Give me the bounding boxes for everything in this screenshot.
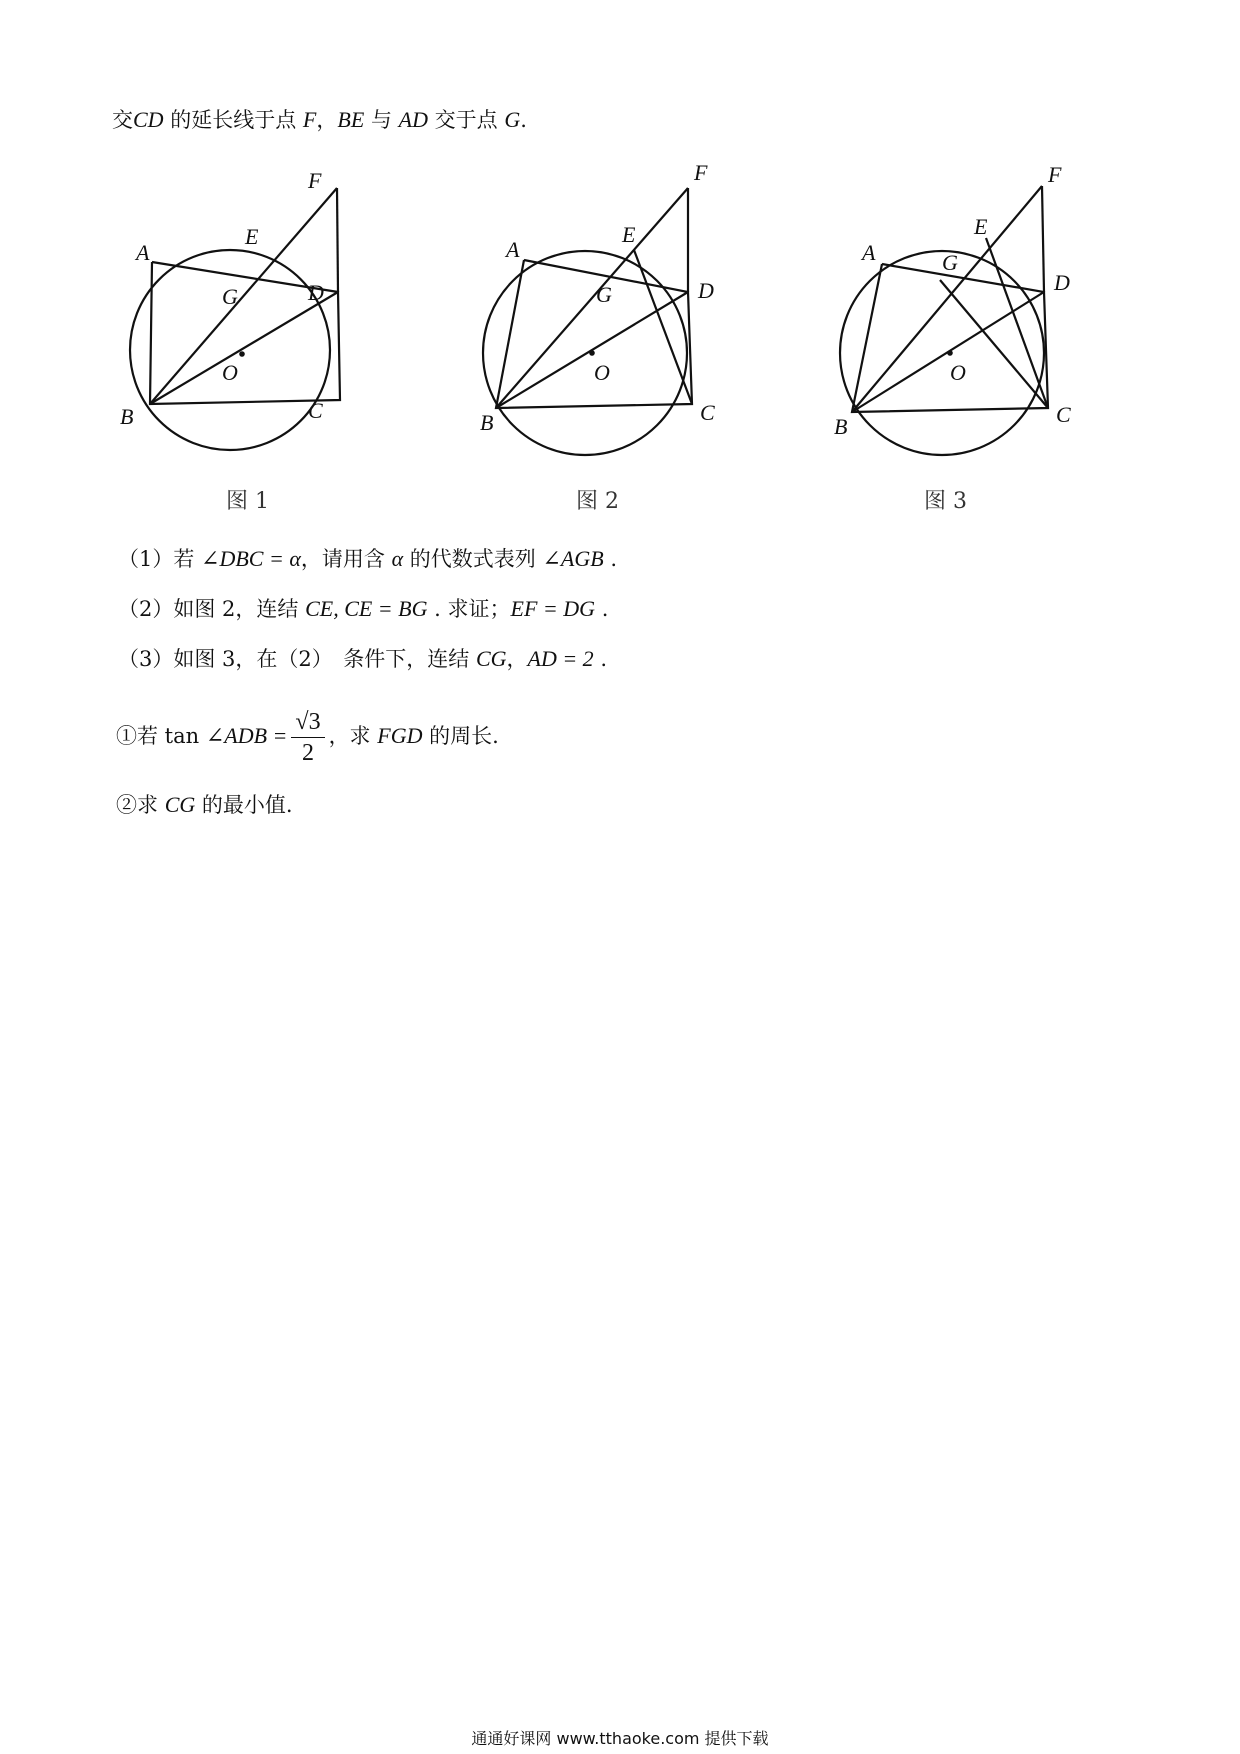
label-f: F	[694, 160, 708, 185]
q2-goal: EF = DG	[510, 596, 596, 621]
q1-end: .	[603, 547, 618, 571]
label-f: F	[1048, 162, 1062, 187]
q3-text-mid: ，	[506, 647, 528, 671]
label-g: G	[942, 250, 958, 275]
segment-bd	[150, 292, 338, 404]
figure-3-diagram	[826, 160, 1086, 480]
q2-text-mid: . 求证；	[427, 597, 511, 621]
label-e: E	[622, 222, 636, 247]
figure-1-diagram	[120, 160, 380, 480]
q3a-numerator: √3	[291, 707, 324, 738]
q2-end: .	[595, 597, 609, 621]
figure-2-diagram	[470, 160, 730, 480]
label-c: C	[700, 400, 715, 425]
q3a-end: 的周长.	[422, 724, 499, 748]
label-o: O	[222, 360, 238, 385]
q3a-triangle: FGD	[377, 723, 423, 748]
segment-bf	[852, 186, 1042, 412]
q3b-math-cg: CG	[164, 792, 196, 817]
label-d: D	[698, 278, 714, 303]
footer-source: 通通好课网 www.tthaoke.com 提供下载	[471, 1729, 769, 1748]
intro-text-6: .	[520, 108, 527, 132]
q3b-prefix: ②求	[116, 793, 165, 817]
label-f: F	[308, 168, 322, 193]
figure-1	[120, 160, 380, 480]
q3a-prefix: ①若 tan	[116, 724, 206, 748]
label-a: A	[506, 237, 520, 262]
question-1	[118, 544, 617, 574]
label-c: C	[1056, 402, 1071, 427]
question-3-part-2	[116, 790, 293, 820]
q3a-text-mid: ，求	[328, 724, 378, 748]
intro-text-2: 的延长线于点	[163, 108, 303, 132]
q1-condition: ∠DBC = α	[201, 546, 301, 571]
intro-text-5: 交于点	[427, 108, 505, 132]
intro-math-f: F	[302, 107, 317, 132]
question-3	[118, 644, 607, 674]
label-o: O	[594, 360, 610, 385]
label-a: A	[136, 240, 150, 265]
figure-3	[826, 160, 1086, 480]
q3a-fraction	[291, 707, 324, 768]
intro-math-cd: CD	[133, 107, 164, 132]
intro-math-g: G	[504, 107, 521, 132]
label-e: E	[245, 224, 259, 249]
intro-text-3: ，	[316, 108, 338, 132]
q3a-angle: ∠ADB =	[205, 723, 288, 748]
q2-number: （2）如图 2，连结	[118, 597, 306, 621]
center-point	[947, 350, 953, 356]
label-d: D	[1054, 270, 1070, 295]
q1-text-mid: ，请用含	[300, 547, 392, 571]
label-o: O	[950, 360, 966, 385]
figure-2-caption: 图 2	[576, 489, 619, 514]
intro-line	[112, 105, 527, 135]
intro-math-ad: AD	[398, 107, 428, 132]
q3-math-ad: AD = 2	[527, 646, 594, 671]
label-g: G	[596, 282, 612, 307]
label-g: G	[222, 284, 238, 309]
intro-text-1: 交	[112, 108, 133, 132]
q1-alpha: α	[391, 546, 404, 571]
q1-text-tail: 的代数式表列	[403, 547, 543, 571]
q3b-end: 的最小值.	[195, 793, 293, 817]
label-c: C	[308, 398, 323, 423]
intro-text-4: 与	[364, 108, 399, 132]
q2-condition: CE, CE = BG	[305, 596, 428, 621]
label-b: B	[120, 404, 134, 429]
label-d: D	[308, 280, 324, 305]
segment-bd	[496, 292, 688, 408]
figure-2	[470, 160, 730, 480]
segment-df	[337, 188, 338, 292]
q3-end: .	[593, 647, 608, 671]
center-point	[589, 350, 595, 356]
circle	[130, 250, 330, 450]
segment-df	[1042, 186, 1044, 292]
question-3-part-1	[116, 705, 499, 768]
segment-bf	[496, 188, 688, 408]
label-b: B	[834, 414, 848, 439]
q3-math-cg: CG	[475, 646, 507, 671]
figure-1-caption: 图 1	[226, 489, 269, 514]
question-2	[118, 594, 608, 624]
label-b: B	[480, 410, 494, 435]
label-a: A	[862, 240, 876, 265]
q3-number: （3）如图 3，在（2） 条件下，连结	[118, 647, 476, 671]
intro-math-be: BE	[337, 107, 365, 132]
quadrilateral-abcd	[496, 260, 692, 408]
figure-3-caption: 图 3	[924, 489, 967, 514]
q3a-denominator: 2	[301, 740, 314, 766]
q1-target-angle: ∠AGB	[542, 546, 604, 571]
label-e: E	[974, 214, 988, 239]
center-point	[239, 351, 245, 357]
q1-number: （1）若	[118, 547, 202, 571]
